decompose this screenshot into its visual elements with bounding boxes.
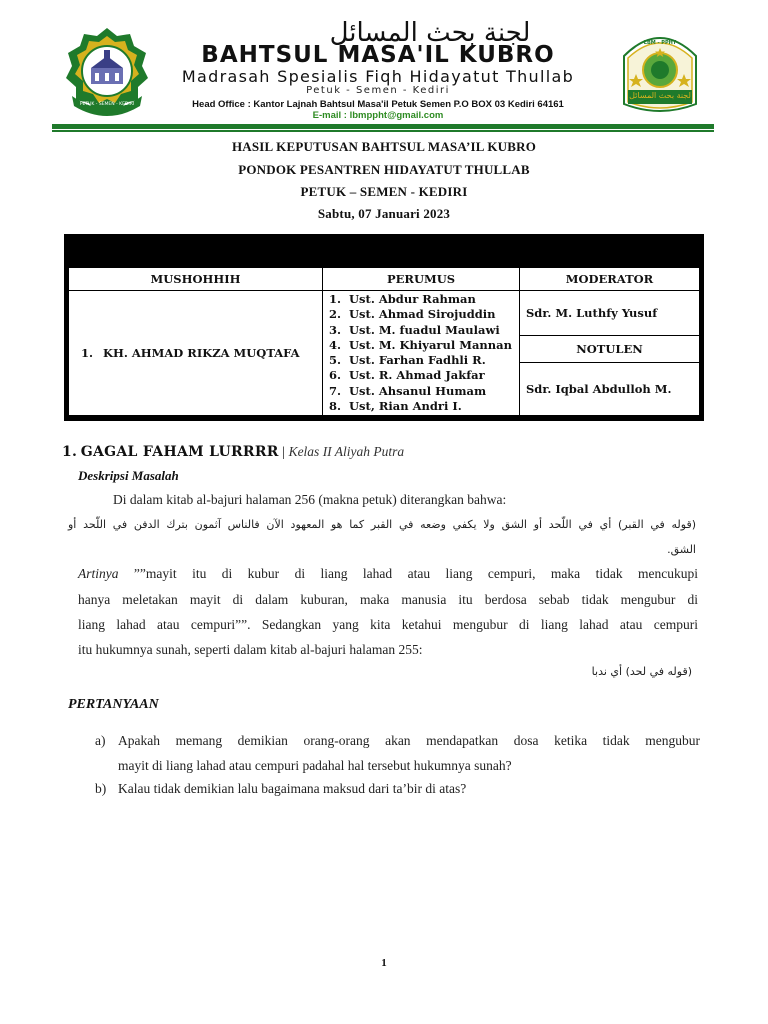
org-title: BAHTSUL MASA'IL KUBRO	[201, 42, 555, 68]
paragraph-line-3: liang lahad atau cempuri””. Sedangkan yang kita ketahui mengubur di liang lahad atau cempuri	[78, 617, 698, 632]
paragraph-line-2: hanya meletakan mayit di dalam kuburan, maka manusia itu berdosa sebab tidak mengubur di	[78, 592, 698, 607]
question-b-label: b)	[95, 781, 107, 796]
org-email-link[interactable]: E-mail : lbmppht@gmail.com	[312, 110, 444, 121]
mushohhih-name: KH. AHMAD RIKZA MUQTAFA	[103, 346, 300, 361]
perumus-cell	[323, 291, 520, 416]
question-a-label: a)	[95, 733, 106, 748]
column-header-moderator: MODERATOR	[520, 268, 700, 291]
section-class: Kelas II Aliyah Putra	[288, 444, 405, 459]
org-subtitle: Madrasah Spesialis Fiqh Hidayatut Thullab	[181, 67, 575, 86]
paragraph-line-1-text: Artinya ””mayit itu di kubur di liang lahad atau liang cempuri, maka tidak mencukupi	[78, 566, 698, 581]
mushohhih-cell	[69, 291, 323, 416]
page-number: 1	[381, 957, 387, 969]
question-a-line-1: Apakah memang demikian orang-orang akan mendapatkan dosa ketika tidak mengubur	[118, 733, 700, 748]
org-address: Head Office : Kantor Lajnah Bahtsul Masa'il Petuk Semen P.O BOX 03 Kediri 64161	[192, 99, 564, 110]
right-logo	[614, 26, 706, 118]
list-item: 1. Ust. Abdur Rahman	[329, 292, 476, 306]
right-logo-arabic-text: لجنة بحث المسائل	[629, 91, 691, 100]
org-location: Petuk - Semen - Kediri	[306, 85, 450, 96]
intro-paragraph: Di dalam kitab al-bajuri halaman 256 (makna petuk) diterangkan bahwa:	[113, 492, 507, 507]
letterhead-divider	[52, 124, 714, 129]
heading-line-2: PONDOK PESANTREN HIDAYATUT THULLAB	[238, 162, 530, 177]
right-logo-top-text: LBM - PPHT	[643, 40, 677, 46]
heading-date: Sabtu, 07 Januari 2023	[317, 206, 451, 221]
list-item: 5. Ust. Farhan Fadhli R.	[329, 353, 486, 368]
heading-line-1: HASIL KEPUTUSAN BAHTSUL MASA’IL KUBRO	[231, 139, 537, 154]
section-number: 1.	[62, 444, 78, 460]
notulen-name: Sdr. Iqbal Abdulloh M.	[520, 363, 700, 416]
mushohhih-number: 1.	[81, 346, 94, 361]
moderator-name: Sdr. M. Luthfy Yusuf	[520, 291, 700, 336]
list-item: 2. Ust. Ahmad Sirojuddin	[329, 307, 496, 322]
column-header-notulen: NOTULEN	[520, 336, 700, 363]
section-title	[62, 444, 404, 461]
left-logo-banner-text: PETUK - SEMEN - KEDIRI	[79, 102, 135, 107]
section-heading: GAGAL FAHAM LURRRR	[80, 444, 279, 460]
list-item: 8. Ust, Rian Andri I.	[329, 399, 462, 414]
arabic-quote-2: (قوله في لحد) أي ندبا	[591, 665, 692, 678]
perumus-list	[329, 292, 513, 414]
list-item: 3. Ust. M. fuadul Maulawi	[329, 322, 500, 337]
list-item: 4. Ust. M. Khiyarul Mannan	[329, 337, 512, 352]
arabic-quote-1-end: الشق.	[667, 543, 696, 556]
left-logo	[64, 26, 150, 118]
table-header-row	[69, 268, 700, 291]
description-heading: Deskripsi Masalah	[78, 468, 179, 483]
arabic-title: لجنة بحث المسائل	[329, 18, 531, 48]
column-header-mushohhih: MUSHOHHIH	[69, 268, 323, 291]
list-item: 6. Ust. R. Ahmad Jakfar	[329, 368, 485, 383]
paragraph-line-1	[78, 566, 698, 582]
table-header-bar	[64, 234, 704, 264]
questions-heading: PERTANYAAN	[68, 697, 159, 712]
question-b-line-1: Kalau tidak demikian lalu bagaimana maksud dari ta’bir di atas?	[118, 781, 467, 796]
paragraph-line-4: itu hukumnya sunah, seperti dalam kitab al-bajuri halaman 255:	[78, 642, 423, 657]
arabic-quote-1: (قوله في القبر) أي في اللّحد أو الشق ولا يكفي وضعه في القبر كما هو المعهود الآن فالناس آثمون بترك الدفن في اللّحد أو	[68, 518, 696, 531]
table-row	[69, 291, 700, 336]
committee-table	[68, 267, 700, 416]
list-item: 7. Ust. Ahsanul Humam	[329, 383, 487, 398]
heading-line-3: PETUK – SEMEN - KEDIRI	[300, 184, 468, 199]
question-a-line-2: mayit di liang lahad atau cempuri padahal hal tersebut hukumnya sunah?	[118, 758, 512, 773]
column-header-perumus: PERUMUS	[323, 268, 520, 291]
letterhead-divider-thin	[52, 130, 714, 132]
section-separator: |	[282, 445, 286, 460]
